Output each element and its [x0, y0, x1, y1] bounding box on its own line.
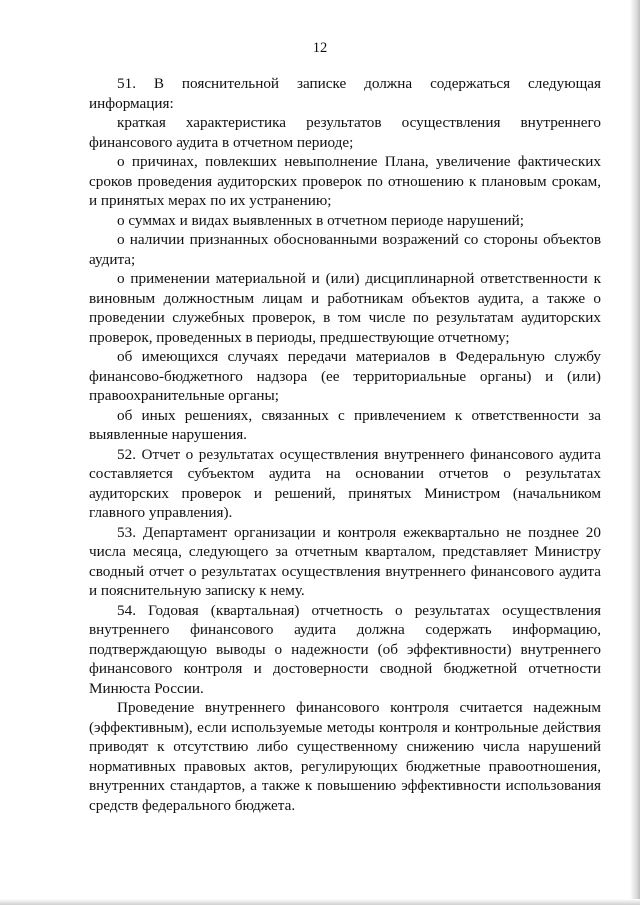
paragraph-51-item-transfers: об имеющихся случаях передачи материалов в Федеральную службу финансово-бюджетного надзора (ее территориальные органы) и (или) правоохранительные органы; [89, 348, 601, 404]
paragraph-52: 52. Отчет о результатах осуществления внутреннего финансового аудита составляется субъектом аудита на основании отчетов о результатах аудиторских проверок и решений, принятых Министром (начальником главного управления). [89, 445, 601, 521]
page-edge-shadow-bottom [0, 899, 640, 905]
document-body [89, 74, 601, 815]
page-edge-shadow-right [630, 0, 640, 905]
paragraph-51-item-other: об иных решениях, связанных с привлечением к ответственности за выявленные нарушения. [89, 406, 601, 443]
paragraph-54: 54. Годовая (квартальная) отчетность о результатах осуществления внутреннего финансового аудита должна содержать информацию, подтверждающую выводы о надежности (об эффективности) внутреннего финансового контроля и достоверности сводной бюджетной отчетности Минюста России. [89, 601, 601, 697]
paragraph-51-intro: 51. В пояснительной записке должна содержаться следующая информация: [89, 75, 601, 112]
paragraph-51-item-reasons: о причинах, повлекших невыполнение Плана, увеличение фактических сроков проведения аудиторских проверок по отношению к плановым срокам, и принятых мерах по их устранению; [89, 153, 601, 209]
paragraph-51-item-liability: о применении материальной и (или) дисциплинарной ответственности к виновным должностным лицам и работникам объектов аудита, а также о проведении служебных проверок, в том числе по результатам аудиторских проверок, проведенных в периоды, предшествующие отчетному; [89, 270, 601, 346]
paragraph-51-item-summary: краткая характеристика результатов осуществления внутреннего финансового аудита в отчетном периоде; [89, 114, 601, 151]
page-number: 12 [312, 40, 328, 56]
paragraph-51-item-objections: о наличии признанных обоснованными возражений со стороны объектов аудита; [89, 231, 601, 268]
paragraph-53: 53. Департамент организации и контроля ежеквартально не позднее 20 числа месяца, следующего за отчетным кварталом, представляет Министру сводный отчет о результатах осуществления внутреннего финансового аудита и пояснительную записку к нему. [89, 523, 601, 599]
paragraph-54-reliability: Проведение внутреннего финансового контроля считается надежным (эффективным), если используемые методы контроля и контрольные действия приводят к отсутствию либо существенному снижению числа нарушений нормативных правовых актов, регулирующих бюджетные правоотношения, внутренних стандартов, а также к повышению эффективности использования средств федерального бюджета. [89, 699, 601, 814]
paragraph-51-item-sums: о суммах и видах выявленных в отчетном периоде нарушений; [117, 211, 524, 229]
